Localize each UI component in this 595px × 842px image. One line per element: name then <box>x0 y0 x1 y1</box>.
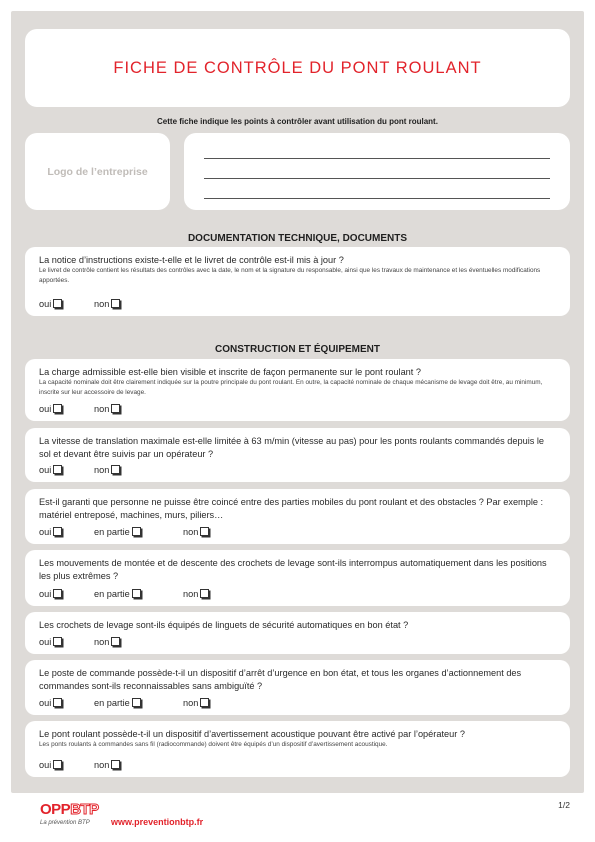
question-card <box>25 247 570 316</box>
answer-options <box>39 404 519 418</box>
section-title-documentation: DOCUMENTATION TECHNIQUE, DOCUMENTS <box>187 233 408 244</box>
answer-options <box>39 698 519 712</box>
checkbox-icon[interactable] <box>132 698 141 707</box>
checkbox-icon[interactable] <box>111 299 120 308</box>
option-oui[interactable]: oui <box>39 637 62 647</box>
checkbox-icon[interactable] <box>53 698 62 707</box>
question-note: Le livret de contrôle contient les résultats des contrôles avec la date, le nom et la signature du responsable, ainsi que les travaux de maintenance et les éventuelles modifications apportées. <box>39 266 541 284</box>
checkbox-icon[interactable] <box>111 404 120 413</box>
question-text: Les mouvements de montée et de descente des crochets de levage sont-ils interrompus automatiquement dans les positions les plus extrêmes ? <box>39 558 547 581</box>
company-info-box <box>184 133 570 210</box>
checkbox-icon[interactable] <box>53 637 62 646</box>
checkbox-icon[interactable] <box>111 465 120 474</box>
option-oui[interactable]: oui <box>39 760 62 770</box>
logo-placeholder-text: Logo de l’entreprise <box>47 166 148 178</box>
option-en-partie[interactable]: en partie <box>94 527 141 537</box>
question-text: Est-il garanti que personne ne puisse être coincé entre des parties mobiles du pont roulant et des obstacles ? Par exemple : matériel entreposé, machines, murs, piliers… <box>39 497 544 520</box>
question-card <box>25 359 570 421</box>
checkbox-icon[interactable] <box>200 698 209 707</box>
title-box <box>25 29 570 107</box>
option-oui[interactable]: oui <box>39 527 62 537</box>
question-text: La vitesse de translation maximale est-elle limitée à 63 m/min (vitesse au pas) pour les ponts roulants commandés depuis le sol et devant être suivis par un opérateur ? <box>39 436 545 459</box>
question-card <box>25 721 570 777</box>
checkbox-icon[interactable] <box>132 527 141 536</box>
option-non[interactable]: non <box>183 527 209 537</box>
question-card <box>25 550 570 606</box>
checkbox-icon[interactable] <box>53 465 62 474</box>
option-non[interactable]: non <box>94 404 120 414</box>
question-card <box>25 660 570 715</box>
fill-line[interactable] <box>204 198 550 199</box>
page-number: 1/2 <box>558 800 570 810</box>
checkbox-icon[interactable] <box>200 527 209 536</box>
answer-options <box>39 760 519 774</box>
fill-line[interactable] <box>204 178 550 179</box>
question-note: Les ponts roulants à commandes sans fil (radiocommande) doivent être équipés d’un dispositif d’avertissement acoustique. <box>39 740 388 748</box>
option-en-partie[interactable]: en partie <box>94 698 141 708</box>
logo-tagline: La prévention BTP <box>40 820 90 826</box>
question-card <box>25 428 570 482</box>
option-oui[interactable]: oui <box>39 404 62 414</box>
question-text: Les crochets de levage sont-ils équipés de linguets de sécurité automatiques en bon état ? <box>39 620 409 630</box>
intro-text: Cette fiche indique les points à contrôler avant utilisation du pont roulant. <box>157 117 438 126</box>
answer-options <box>39 465 519 479</box>
option-non[interactable]: non <box>94 299 120 309</box>
option-oui[interactable]: oui <box>39 465 62 475</box>
checkbox-icon[interactable] <box>53 404 62 413</box>
website-link[interactable]: www.preventionbtp.fr <box>111 817 204 827</box>
checkbox-icon[interactable] <box>53 589 62 598</box>
company-logo-placeholder <box>25 133 170 210</box>
option-oui[interactable]: oui <box>39 698 62 708</box>
question-text: Le pont roulant possède-t-il un dispositif d’avertissement acoustique pouvant être activé par l’opérateur ? <box>39 729 465 739</box>
option-non[interactable]: non <box>183 698 209 708</box>
option-non[interactable]: non <box>94 465 120 475</box>
fill-line[interactable] <box>204 158 550 159</box>
option-non[interactable]: non <box>183 589 209 599</box>
answer-options <box>39 637 519 651</box>
checkbox-icon[interactable] <box>111 760 120 769</box>
checkbox-icon[interactable] <box>132 589 141 598</box>
option-oui[interactable]: oui <box>39 589 62 599</box>
answer-options <box>39 527 519 541</box>
oppbtp-logo: OPPBTP La prévention BTP <box>40 801 99 826</box>
checkbox-icon[interactable] <box>200 589 209 598</box>
answer-options <box>39 299 519 313</box>
question-card <box>25 612 570 654</box>
question-note: La capacité nominale doit être clairement indiquée sur la poutre principale du pont roulant. En outre, la capacité nominale de chaque mécanisme de levage doit être, au minimum, inscrite sur leur accessoire de levage. <box>39 378 543 396</box>
page-title: FICHE DE CONTRÔLE DU PONT ROULANT <box>113 59 482 77</box>
option-oui[interactable]: oui <box>39 299 62 309</box>
checkbox-icon[interactable] <box>53 299 62 308</box>
option-non[interactable]: non <box>94 637 120 647</box>
checkbox-icon[interactable] <box>53 527 62 536</box>
answer-options <box>39 589 519 603</box>
checkbox-icon[interactable] <box>53 760 62 769</box>
question-card <box>25 489 570 544</box>
option-en-partie[interactable]: en partie <box>94 589 141 599</box>
checkbox-icon[interactable] <box>111 637 120 646</box>
section-title-construction: CONSTRUCTION ET ÉQUIPEMENT <box>214 344 380 355</box>
question-text: Le poste de commande possède-t-il un dispositif d’arrêt d’urgence en bon état, et tous les organes d’actionnement des commandes sont-ils reconnaissables sans ambiguïté ? <box>39 668 522 691</box>
option-non[interactable]: non <box>94 760 120 770</box>
question-text: La notice d’instructions existe-t-elle et le livret de contrôle est-il mis à jour ? <box>39 255 344 265</box>
question-text: La charge admissible est-elle bien visible et inscrite de façon permanente sur le pont roulant ? <box>39 367 422 377</box>
